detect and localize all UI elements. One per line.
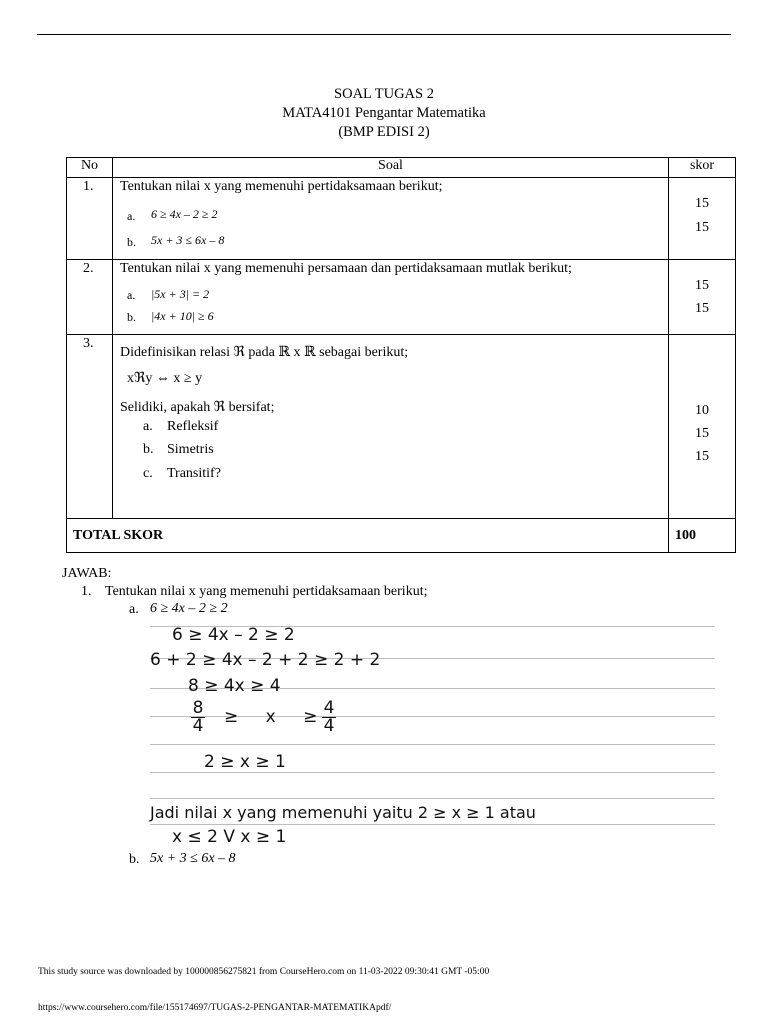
header-soal: Soal bbox=[113, 158, 669, 178]
table-row bbox=[67, 178, 736, 260]
source-url[interactable]: https://www.coursehero.com/file/155174697/TUGAS-2-PENGANTAR-MATEMATIKApdf/ bbox=[38, 1003, 392, 1013]
q3-text: Didefinisikan relasi ℜ pada ℝ x ℝ sebagai berikut; bbox=[120, 345, 409, 360]
q1-skor-a: 15 bbox=[695, 196, 709, 211]
ruled-line bbox=[150, 744, 715, 745]
q3-skor-a: 10 bbox=[695, 403, 709, 418]
fraction-right-numerator: 4 bbox=[323, 698, 335, 718]
q2-a-expr: |5x + 3| = 2 bbox=[151, 287, 210, 301]
q1-skor-b: 15 bbox=[695, 220, 709, 235]
q3-a-label: a. bbox=[143, 419, 153, 434]
q3-skor-b: 15 bbox=[695, 426, 709, 441]
table-row bbox=[67, 260, 736, 335]
table-row bbox=[67, 335, 736, 519]
q1-number: 1. bbox=[83, 179, 94, 194]
q1-a-expr: 6 ≥ 4x – 2 ≥ 2 bbox=[151, 207, 218, 221]
q3-relation: xℜy ⇔ x ≥ y bbox=[127, 371, 203, 386]
q2-skor-a: 15 bbox=[695, 278, 709, 293]
jawab-q1-number: 1. bbox=[81, 584, 92, 599]
handwritten-step-2: 6 + 2 ≥ 4x – 2 + 2 ≥ 2 + 2 bbox=[150, 650, 381, 670]
handwritten-step-5: 2 ≥ x ≥ 1 bbox=[204, 752, 286, 772]
q3-selidiki: Selidiki, apakah ℜ bersifat; bbox=[120, 400, 275, 415]
jawab-b-expr: 5x + 3 ≤ 6x – 8 bbox=[150, 851, 236, 866]
q2-b-expr: |4x + 10| ≥ 6 bbox=[151, 309, 214, 323]
q2-skor-b: 15 bbox=[695, 301, 709, 316]
ruled-line bbox=[150, 772, 715, 773]
ruled-line bbox=[150, 798, 715, 799]
q2-b-label: b. bbox=[127, 310, 136, 324]
q2-a-label: a. bbox=[127, 288, 136, 302]
q3-b-text: Simetris bbox=[167, 442, 214, 457]
question-table bbox=[66, 157, 736, 553]
q2-text: Tentukan nilai x yang memenuhi persamaan dan pertidaksamaan mutlak berikut; bbox=[120, 261, 572, 276]
course-title: MATA4101 Pengantar Matematika bbox=[282, 105, 486, 121]
fraction-left-numerator: 8 bbox=[192, 698, 204, 718]
jawab-q1-text: Tentukan nilai x yang memenuhi pertidaksamaan berikut; bbox=[105, 584, 428, 599]
q2-number: 2. bbox=[83, 261, 94, 276]
fraction-left-denominator: 4 bbox=[192, 716, 204, 736]
q3-c-text: Transitif? bbox=[167, 466, 221, 481]
handwritten-fraction-right bbox=[322, 700, 336, 735]
edition-label: (BMP EDISI 2) bbox=[338, 124, 430, 140]
handwritten-conclusion-2: x ≤ 2 V x ≥ 1 bbox=[172, 827, 287, 847]
q3-number: 3. bbox=[83, 336, 94, 351]
total-value: 100 bbox=[669, 519, 736, 553]
handwritten-step-4: ≥ x ≥ bbox=[224, 707, 318, 727]
fraction-right-denominator: 4 bbox=[323, 716, 335, 736]
handwritten-conclusion: Jadi nilai x yang memenuhi yaitu 2 ≥ x ≥ 1 atau bbox=[150, 803, 536, 822]
header-no: No bbox=[67, 158, 113, 178]
top-rule bbox=[37, 34, 731, 35]
handwritten-fraction-left bbox=[191, 700, 205, 735]
jawab-a-expr: 6 ≥ 4x – 2 ≥ 2 bbox=[150, 601, 228, 616]
jawab-a-label: a. bbox=[129, 602, 139, 617]
total-row bbox=[67, 519, 736, 553]
jawab-b-label: b. bbox=[129, 852, 140, 867]
q1-b-label: b. bbox=[127, 235, 136, 249]
total-label: TOTAL SKOR bbox=[67, 519, 669, 553]
download-notice: This study source was downloaded by 100000856275821 from CourseHero.com on 11-03-2022 09:30:41 GMT -05:00 bbox=[38, 967, 490, 977]
doc-title: SOAL TUGAS 2 bbox=[334, 86, 434, 102]
handwritten-step-3: 8 ≥ 4x ≥ 4 bbox=[188, 676, 281, 696]
handwritten-step-1: 6 ≥ 4x – 2 ≥ 2 bbox=[172, 625, 295, 645]
q1-b-expr: 5x + 3 ≤ 6x – 8 bbox=[151, 233, 225, 247]
q3-a-text: Refleksif bbox=[167, 419, 219, 434]
q3-skor-c: 15 bbox=[695, 449, 709, 464]
table-header-row bbox=[67, 158, 736, 178]
jawab-label: JAWAB: bbox=[62, 566, 112, 581]
q3-c-label: c. bbox=[143, 466, 153, 481]
q3-b-label: b. bbox=[143, 442, 154, 457]
header-skor: skor bbox=[669, 158, 736, 178]
q1-text: Tentukan nilai x yang memenuhi pertidaksamaan berikut; bbox=[120, 179, 443, 194]
q1-a-label: a. bbox=[127, 209, 136, 223]
ruled-line bbox=[150, 824, 715, 825]
